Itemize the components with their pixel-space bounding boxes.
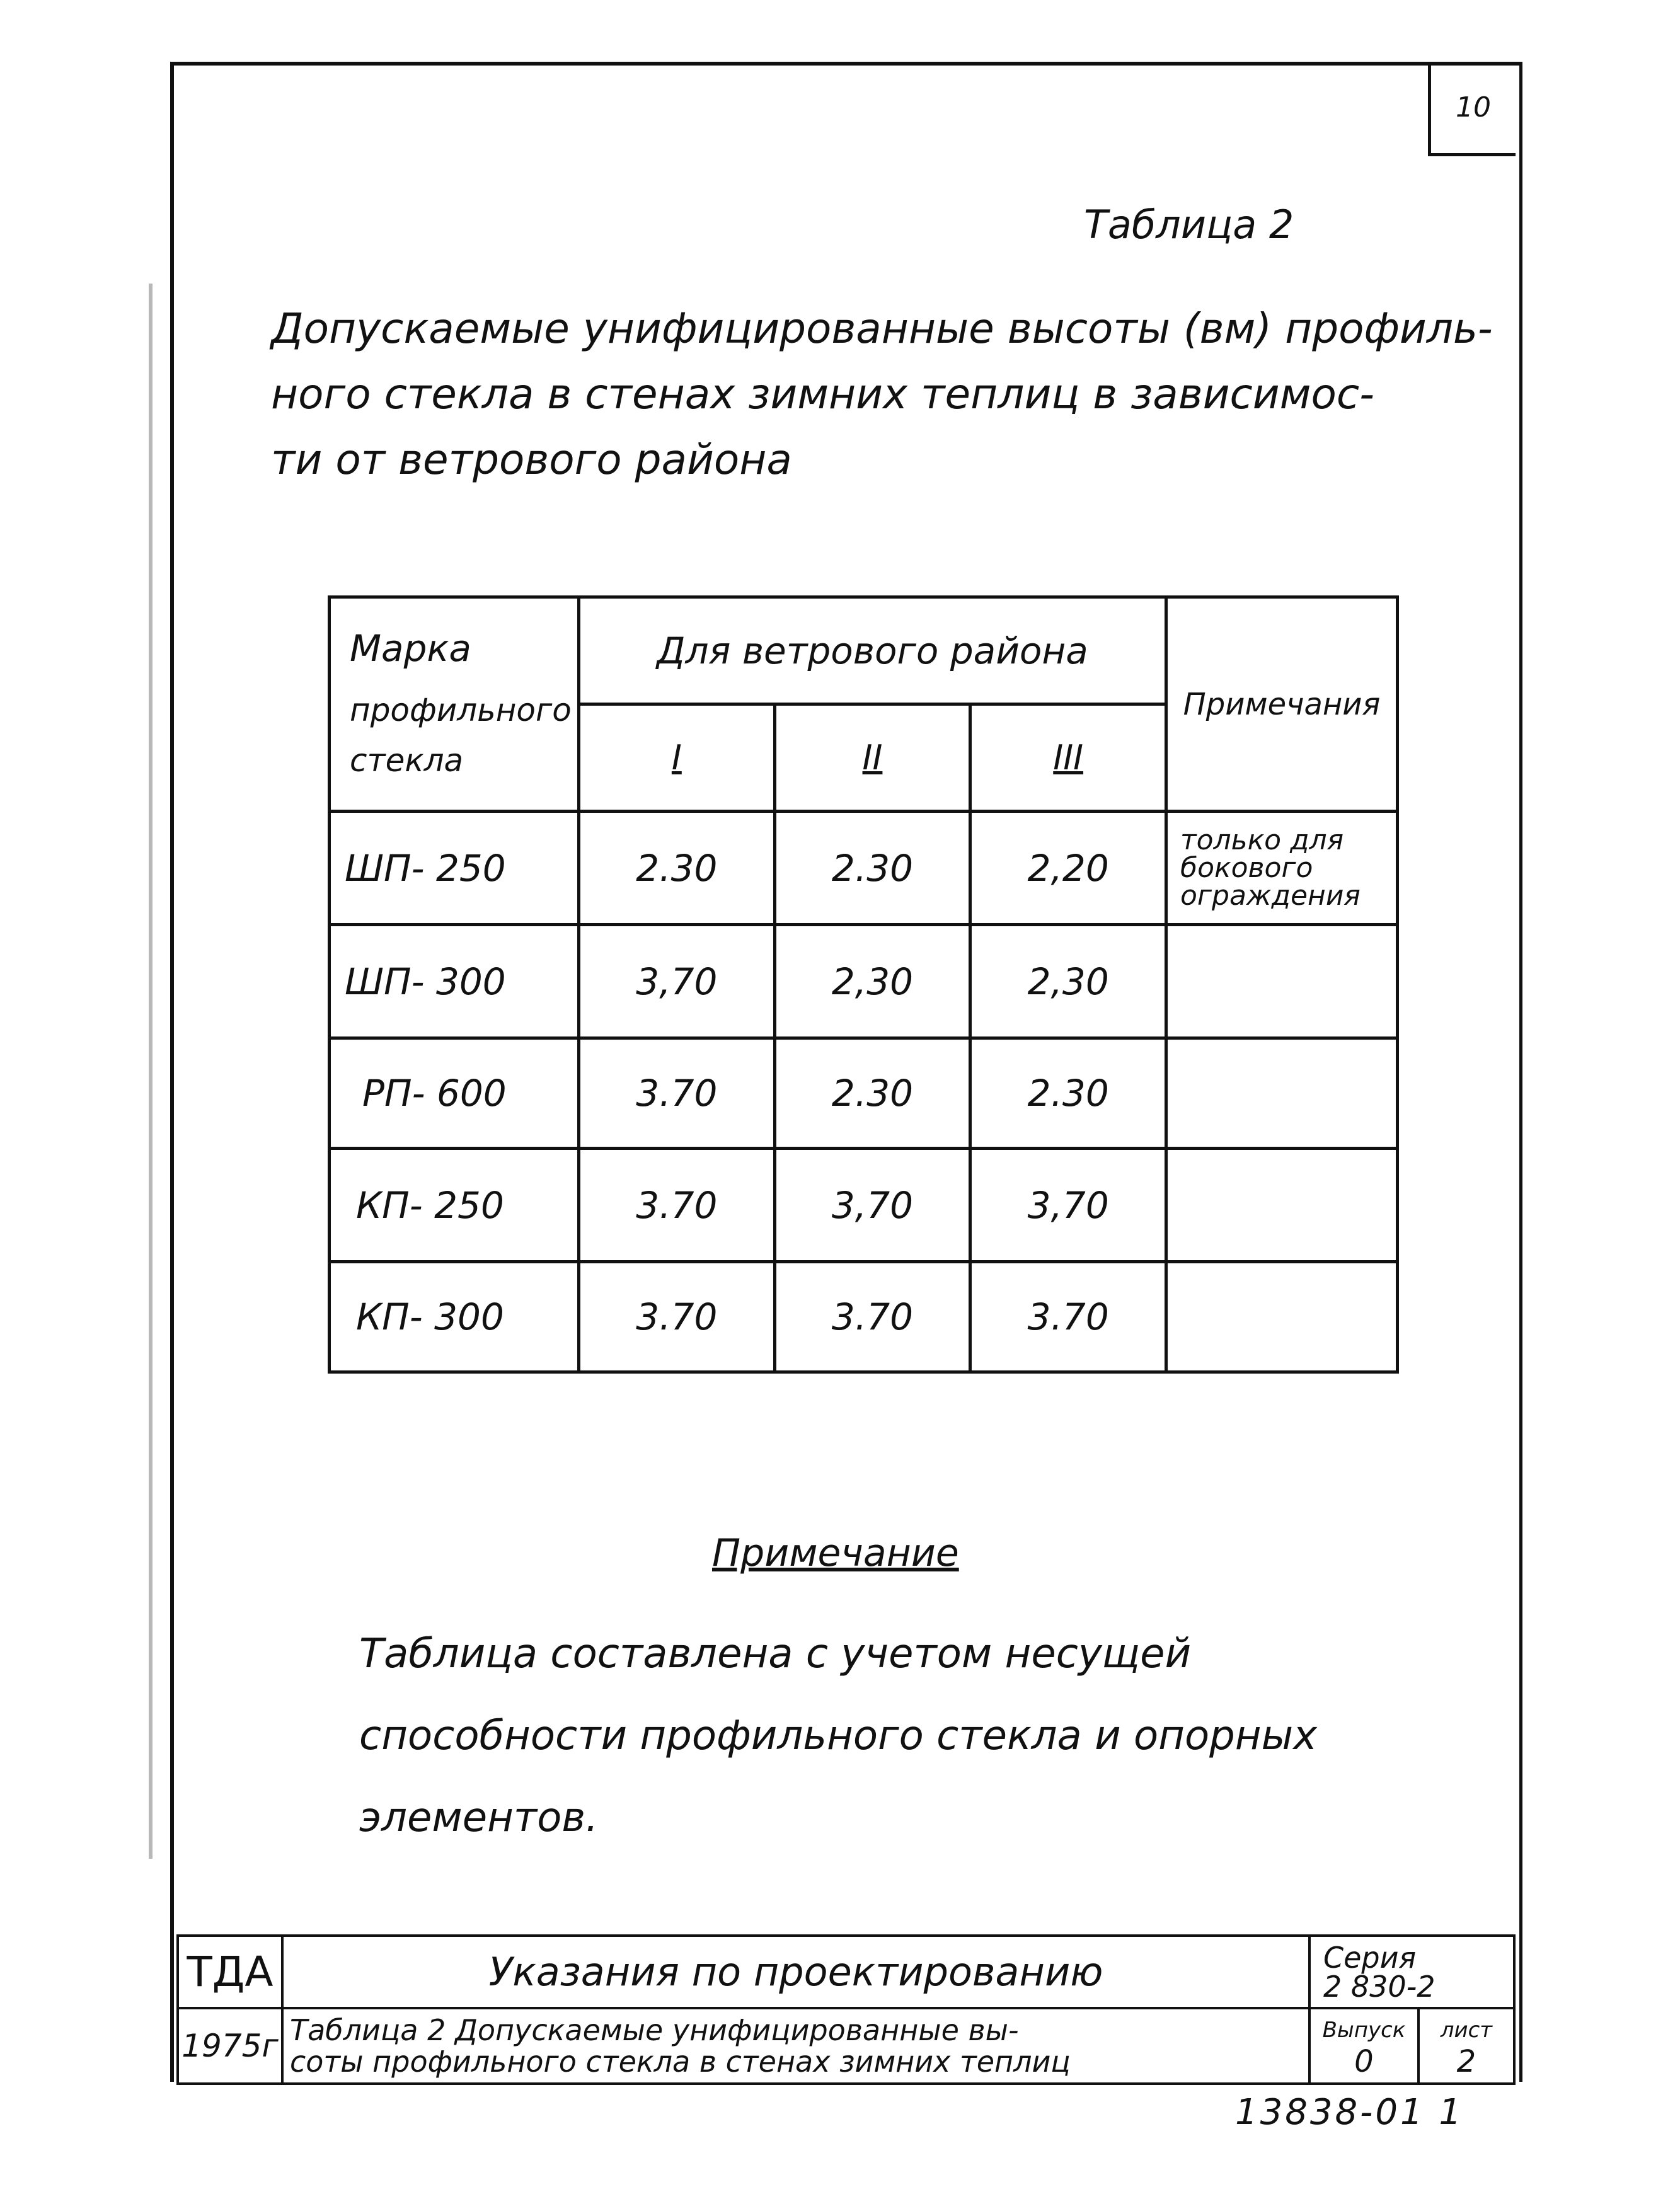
title-block-description: [282, 2008, 1309, 2084]
header-brand-line3: стекла: [350, 742, 464, 779]
header-brand: [330, 597, 579, 812]
row-brand: ШП- 300: [330, 925, 579, 1038]
title-block-org: ТДА: [178, 1936, 282, 2008]
sheet-number: 10: [1456, 91, 1491, 123]
binding-margin-line: [149, 284, 152, 1859]
row-note: [1166, 1038, 1398, 1149]
row-note: [1166, 1149, 1398, 1262]
document-code: 13838-01 1: [1235, 2092, 1464, 2133]
title-block-issue-value: 0: [1354, 2044, 1374, 2079]
note-line-2: способности профильного стекла и опорных: [359, 1713, 1318, 1759]
title-block-year: 1975г: [178, 2008, 282, 2084]
row-value-district-3: 2,30: [970, 925, 1166, 1038]
row-note-line1: только для: [1180, 824, 1344, 856]
title-block-issue: [1309, 2008, 1418, 2084]
header-brand-line2: профильного: [350, 691, 572, 728]
table-row: [330, 1038, 1398, 1149]
row-brand: КП- 300: [330, 1262, 579, 1372]
title-block-issue-label: Выпуск: [1322, 2018, 1406, 2043]
title-block-description-line1: Таблица 2 Допускаемые унифицированные вы-: [290, 2013, 1019, 2047]
row-value-district-2: 3.70: [774, 1262, 970, 1372]
row-note: [1166, 925, 1398, 1038]
title-block-doc-title: Указания по проектированию: [282, 1936, 1309, 2008]
header-notes: Примечания: [1166, 597, 1398, 812]
row-note: [1166, 812, 1398, 925]
page-heading: [271, 296, 1493, 493]
row-value-district-2: 2.30: [774, 812, 970, 925]
row-value-district-1: 3.70: [579, 1038, 775, 1149]
row-value-district-3: 3,70: [970, 1149, 1166, 1262]
row-value-district-3: 3.70: [970, 1262, 1166, 1372]
title-block-sheet-label: лист: [1440, 2018, 1493, 2043]
sheet-number-box: [1428, 62, 1516, 156]
row-value-district-2: 3,70: [774, 1149, 970, 1262]
row-note: [1166, 1262, 1398, 1372]
row-note-line2: бокового: [1180, 851, 1313, 884]
row-value-district-1: 3.70: [579, 1149, 775, 1262]
note-line-3: элементов.: [359, 1794, 599, 1841]
table-label: Таблица 2: [1084, 202, 1294, 248]
row-brand: ШП- 250: [330, 812, 579, 925]
table-row: [330, 812, 1398, 925]
row-brand: РП- 600: [330, 1038, 579, 1149]
note-text: [359, 1613, 1405, 1859]
header-district-3: III: [970, 704, 1166, 812]
note-line-1: Таблица составлена с учетом несущей: [359, 1631, 1192, 1677]
row-value-district-2: 2.30: [774, 1038, 970, 1149]
row-value-district-1: 2.30: [579, 812, 775, 925]
title-block-series-label: Серия: [1323, 1940, 1417, 1975]
row-note-line3: ограждения: [1180, 879, 1361, 912]
row-value-district-1: 3,70: [579, 925, 775, 1038]
heading-line-3: ти от ветрового района: [271, 435, 792, 484]
row-value-district-1: 3.70: [579, 1262, 775, 1372]
header-brand-line1: Марка: [350, 626, 471, 670]
header-district-1: I: [579, 704, 775, 812]
title-block-sheet: [1418, 2008, 1514, 2084]
header-district-2: II: [774, 704, 970, 812]
row-value-district-2: 2,30: [774, 925, 970, 1038]
title-block-sheet-value: 2: [1456, 2044, 1476, 2079]
table-row: [330, 1149, 1398, 1262]
title-block-series: [1309, 1936, 1514, 2008]
title-block: [176, 1934, 1516, 2085]
table-row: [330, 1262, 1398, 1372]
row-value-district-3: 2,20: [970, 812, 1166, 925]
row-brand: КП- 250: [330, 1149, 579, 1262]
note-title: Примечание: [712, 1531, 959, 1575]
title-block-description-line2: соты профильного стекла в стенах зимних теплиц: [290, 2045, 1071, 2079]
heading-line-2: ного стекла в стенах зимних теплиц в зависимос-: [271, 370, 1374, 418]
header-district-group: Для ветрового района: [579, 597, 1166, 704]
heading-line-1: Допускаемые унифицированные высоты (вм) профиль-: [271, 304, 1493, 353]
heights-table: [328, 595, 1399, 1374]
title-block-series-value: 2 830-2: [1323, 1969, 1435, 2004]
table-row: [330, 925, 1398, 1038]
row-value-district-3: 2.30: [970, 1038, 1166, 1149]
